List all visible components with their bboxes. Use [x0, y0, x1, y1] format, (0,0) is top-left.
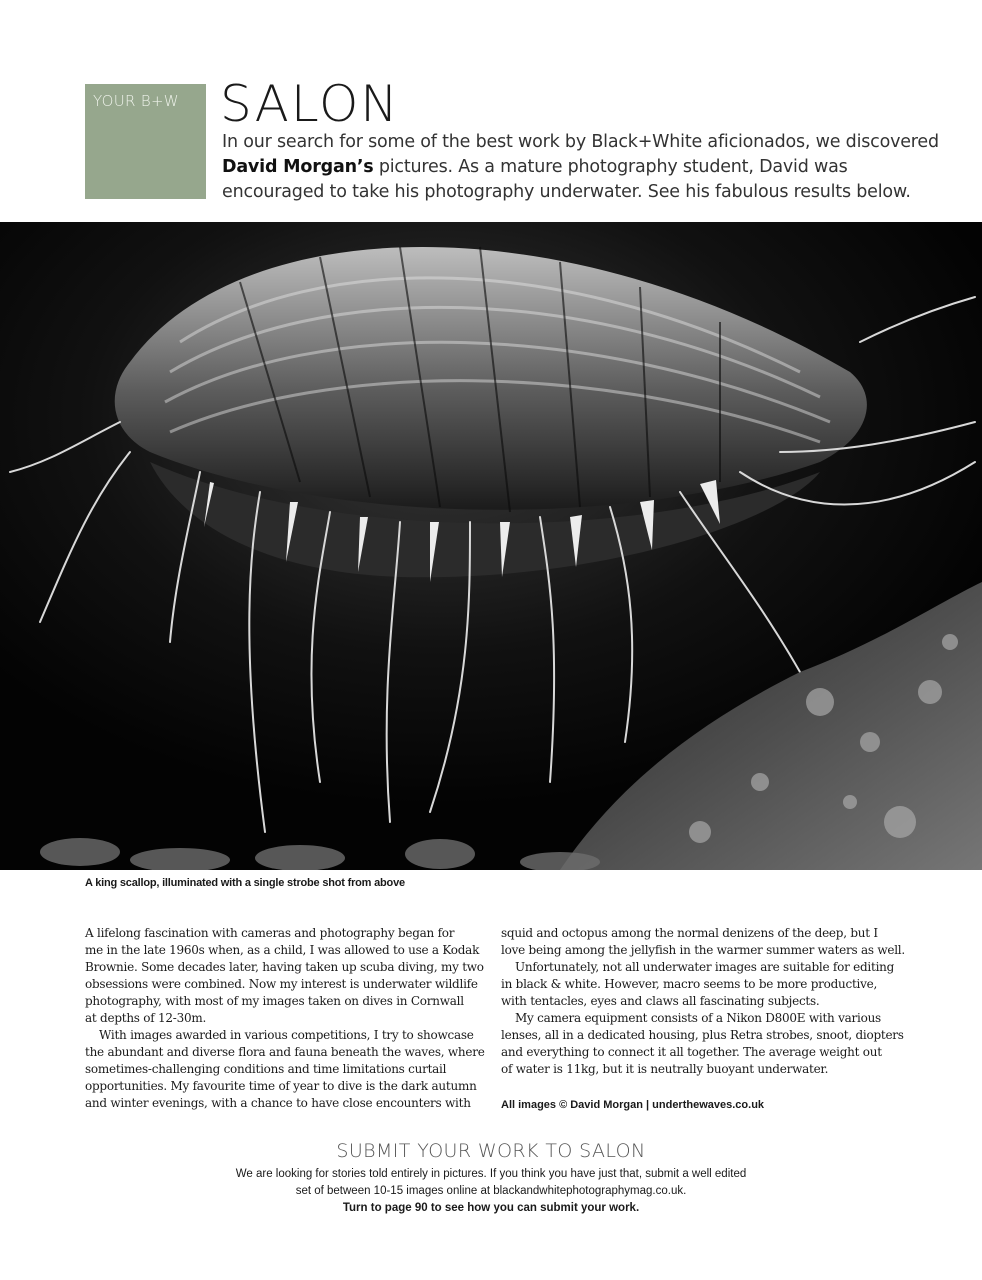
intro-paragraph — [222, 130, 939, 205]
article-line: With images awarded in various competitions, I try to showcase — [99, 1028, 474, 1042]
article-column-right — [501, 925, 921, 1078]
article-line: the abundant and diverse flora and fauna beneath the waves, where — [85, 1045, 485, 1059]
submit-info — [0, 1166, 982, 1217]
intro-line-1: In our search for some of the best work by Black+White aficionados, we discovered — [222, 132, 939, 152]
article-line: and everything to connect it all together. The average weight out — [501, 1045, 882, 1059]
article-line: love being among the jellyfish in the warmer summer waters as well. — [501, 943, 905, 957]
article-line: lenses, all in a dedicated housing, plus Retra strobes, snoot, diopters — [501, 1028, 904, 1042]
photo-caption: A king scallop, illuminated with a single strobe shot from above — [85, 877, 405, 889]
section-tag: YOUR B+W — [93, 92, 179, 110]
article-line: in black & white. However, macro seems to be more productive, — [501, 977, 878, 991]
article-line: photography, with most of my images taken on dives in Cornwall — [85, 994, 464, 1008]
article-line: sometimes-challenging conditions and time limitations curtail — [85, 1062, 447, 1076]
article-line: My camera equipment consists of a Nikon D800E with various — [515, 1011, 881, 1025]
article-column-left — [85, 925, 505, 1112]
submit-heading: SUBMIT YOUR WORK TO SALON — [336, 1140, 646, 1162]
article-line: obsessions were combined. Now my interest is underwater wildlife — [85, 977, 478, 991]
section-tag-box — [85, 84, 206, 199]
submit-line-2: set of between 10-15 images online at blackandwhitephotographymag.co.uk. — [295, 1185, 687, 1197]
photographer-name: David Morgan’s — [222, 157, 374, 177]
article-line: of water is 11kg, but it is neutrally buoyant underwater. — [501, 1062, 829, 1076]
article-line: with tentacles, eyes and claws all fascinating subjects. — [501, 994, 820, 1008]
page-title: SALON — [220, 75, 400, 133]
intro-line-3: encouraged to take his photography underwater. See his fabulous results below. — [222, 182, 911, 202]
submit-line-1: We are looking for stories told entirely in pictures. If you think you have just that, submit a well edited — [235, 1168, 747, 1180]
intro-line-2-rest: pictures. As a mature photography student, David was — [373, 157, 848, 177]
article-line: opportunities. My favourite time of year to dive is the dark autumn — [85, 1079, 477, 1093]
article-line: squid and octopus among the normal denizens of the deep, but I — [501, 926, 878, 940]
article-line: A lifelong fascination with cameras and photography began for — [85, 926, 455, 940]
article-line: at depths of 12-30m. — [85, 1011, 207, 1025]
intro-line-2 — [222, 155, 922, 180]
scallop-illustration — [0, 222, 982, 870]
submit-line-3: Turn to page 90 to see how you can submit your work. — [342, 1202, 640, 1214]
image-credit: All images © David Morgan | underthewaves.co.uk — [501, 1099, 765, 1111]
article-line: Brownie. Some decades later, having taken up scuba diving, my two — [85, 960, 484, 974]
article-line: me in the late 1960s when, as a child, I was allowed to use a Kodak — [85, 943, 480, 957]
article-line: and winter evenings, with a chance to have close encounters with — [85, 1096, 471, 1110]
article-line: Unfortunately, not all underwater images are suitable for editing — [515, 960, 895, 974]
scallop-photo — [0, 222, 982, 870]
